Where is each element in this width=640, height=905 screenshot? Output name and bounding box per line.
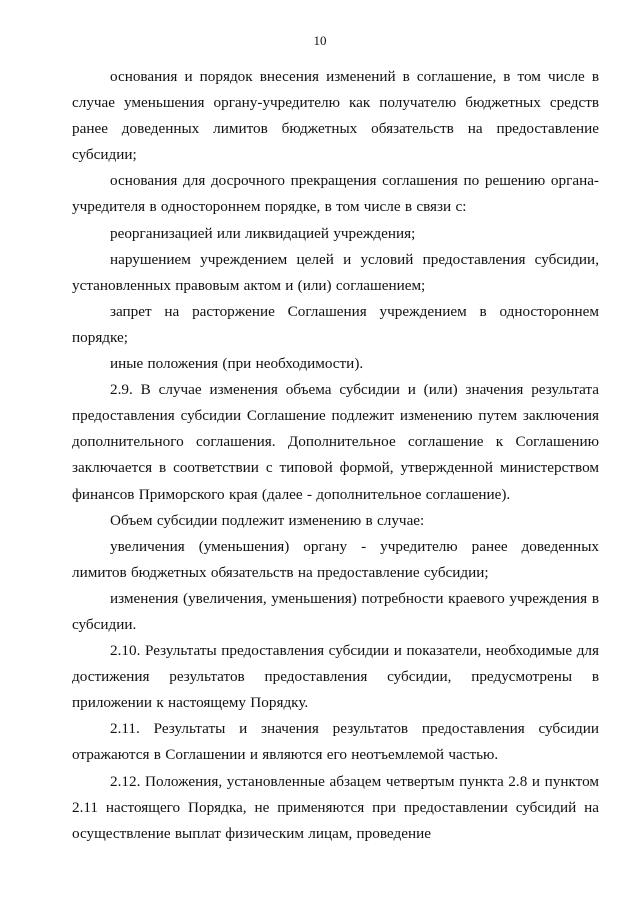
- paragraph-violation: нарушением учреждением целей и условий предоставления субсидии, установленных правовым актом и (или) соглашением;: [72, 250, 599, 294]
- paragraph-termination-grounds: основания для досрочного прекращения соглашения по решению органа-учредителя в одностороннем порядке, в том числе в связи с:: [72, 172, 599, 216]
- paragraph-termination-ban: запрет на расторжение Соглашения учреждением в одностороннем порядке;: [72, 302, 599, 346]
- page-number: 10: [313, 33, 327, 48]
- paragraph-section-2-11: 2.11. Результаты и значения результатов предоставления субсидии отражаются в Соглашении и являются его неотъемлемой частью.: [72, 720, 599, 764]
- paragraph-limit-change: увеличения (уменьшения) органу - учредителю ранее доведенных лимитов бюджетных обязательств на предоставление субсидии;: [72, 537, 599, 581]
- paragraph-reorganization: реорганизацией или ликвидацией учреждения;: [110, 224, 416, 242]
- paragraph-other-provisions: иные положения (при необходимости).: [110, 355, 364, 373]
- paragraph-need-change: изменения (увеличения, уменьшения) потребности краевого учреждения в субсидии.: [72, 589, 599, 633]
- paragraph-amendment-grounds: основания и порядок внесения изменений в соглашение, в том числе в случае уменьшения органу-учредителю как получателю бюджетных средств ранее доведенных лимитов бюджетных обязательств на предоставление субсидии;: [72, 68, 599, 164]
- paragraph-volume-change: Объем субсидии подлежит изменению в случае:: [110, 511, 425, 529]
- paragraph-section-2-12: 2.12. Положения, установленные абзацем четвертым пункта 2.8 и пунктом 2.11 настоящего Порядка, не применяются при предоставлении субсидий на осуществление выплат физическим лицам, проведение: [72, 772, 599, 842]
- document-body: [72, 64, 599, 847]
- paragraph-section-2-10: 2.10. Результаты предоставления субсидии и показатели, необходимые для достижения результатов предоставления субсидии, предусмотрены в приложении к настоящему Порядку.: [72, 642, 599, 712]
- paragraph-section-2-9: 2.9. В случае изменения объема субсидии и (или) значения результата предоставления субсидии Соглашение подлежит изменению путем заключения дополнительного соглашения. Дополнительное соглашение к Соглашению заключается в соответствии с типовой формой, утвержденной министерством финансов Приморского края (далее - дополнительное соглашение).: [72, 381, 599, 503]
